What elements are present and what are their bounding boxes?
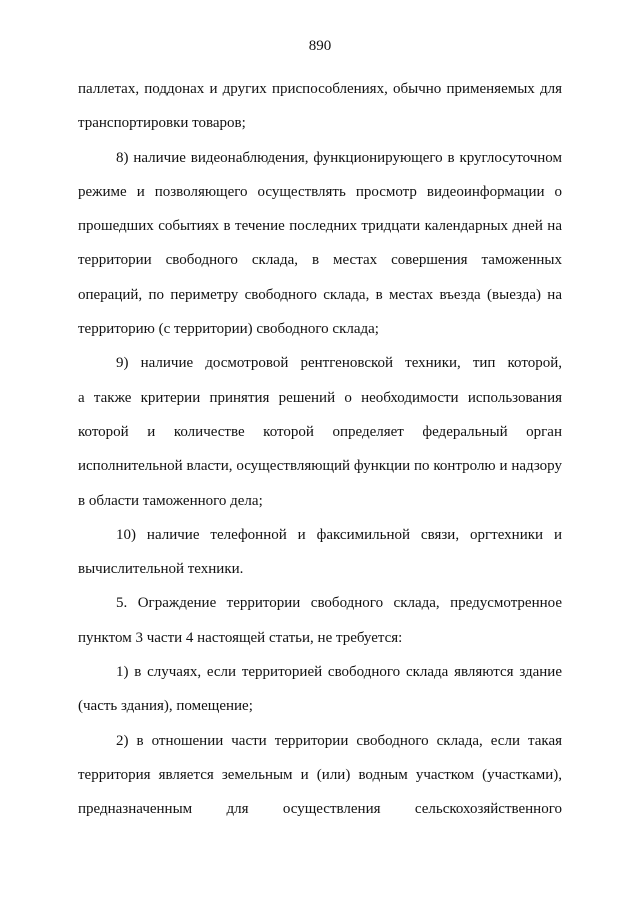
text-line: операций, по периметру свободного склада, в местах въезда (выезда) на xyxy=(78,286,562,303)
paragraph-item-1 xyxy=(78,655,562,724)
text-line: пунктом 3 части 4 настоящей статьи, не требуется: xyxy=(78,629,403,646)
text-line: вычислительной техники. xyxy=(78,561,244,578)
text-line: территория является земельным и (или) водным участком (участками), xyxy=(78,766,562,783)
text-line: предназначенным для осуществления сельскохозяйственного xyxy=(78,801,562,818)
paragraph-item-2 xyxy=(78,724,562,827)
text-line: 10) наличие телефонной и факсимильной связи, оргтехники и xyxy=(116,526,562,543)
text-line: 8) наличие видеонаблюдения, функционирующего в круглосуточном xyxy=(116,149,562,166)
text-line: режиме и позволяющего осуществлять просмотр видеоинформации о xyxy=(78,183,562,200)
text-line: территорию (с территории) свободного склада; xyxy=(78,321,379,338)
paragraph-section-5 xyxy=(78,586,562,655)
paragraph-item-8 xyxy=(78,141,562,347)
text-line: (часть здания), помещение; xyxy=(78,698,253,715)
text-line: транспортировки товаров; xyxy=(78,115,246,132)
paragraph-item-9 xyxy=(78,346,562,517)
text-line: 1) в случаях, если территорией свободного склада являются здание xyxy=(116,664,562,681)
page-number: 890 xyxy=(308,38,332,54)
paragraph-item-10 xyxy=(78,518,562,587)
text-line: исполнительной власти, осуществляющий функции по контролю и надзору xyxy=(78,458,562,475)
document-body xyxy=(78,72,562,827)
paragraph-continuation xyxy=(78,72,562,141)
text-line: прошедших событиях в течение последних тридцати календарных дней на xyxy=(78,218,562,235)
text-line: а также критерии принятия решений о необходимости использования xyxy=(78,389,562,406)
text-line: которой и количестве которой определяет федеральный орган xyxy=(78,423,562,440)
text-line: территории свободного склада, в местах совершения таможенных xyxy=(78,252,562,269)
text-line: в области таможенного дела; xyxy=(78,492,263,509)
text-line: паллетах, поддонах и других приспособлениях, обычно применяемых для xyxy=(78,81,562,97)
text-line: 5. Ограждение территории свободного склада, предусмотренное xyxy=(116,595,562,612)
text-line: 9) наличие досмотровой рентгеновской техники, тип которой, xyxy=(116,355,562,372)
text-line: 2) в отношении части территории свободного склада, если такая xyxy=(116,732,562,749)
